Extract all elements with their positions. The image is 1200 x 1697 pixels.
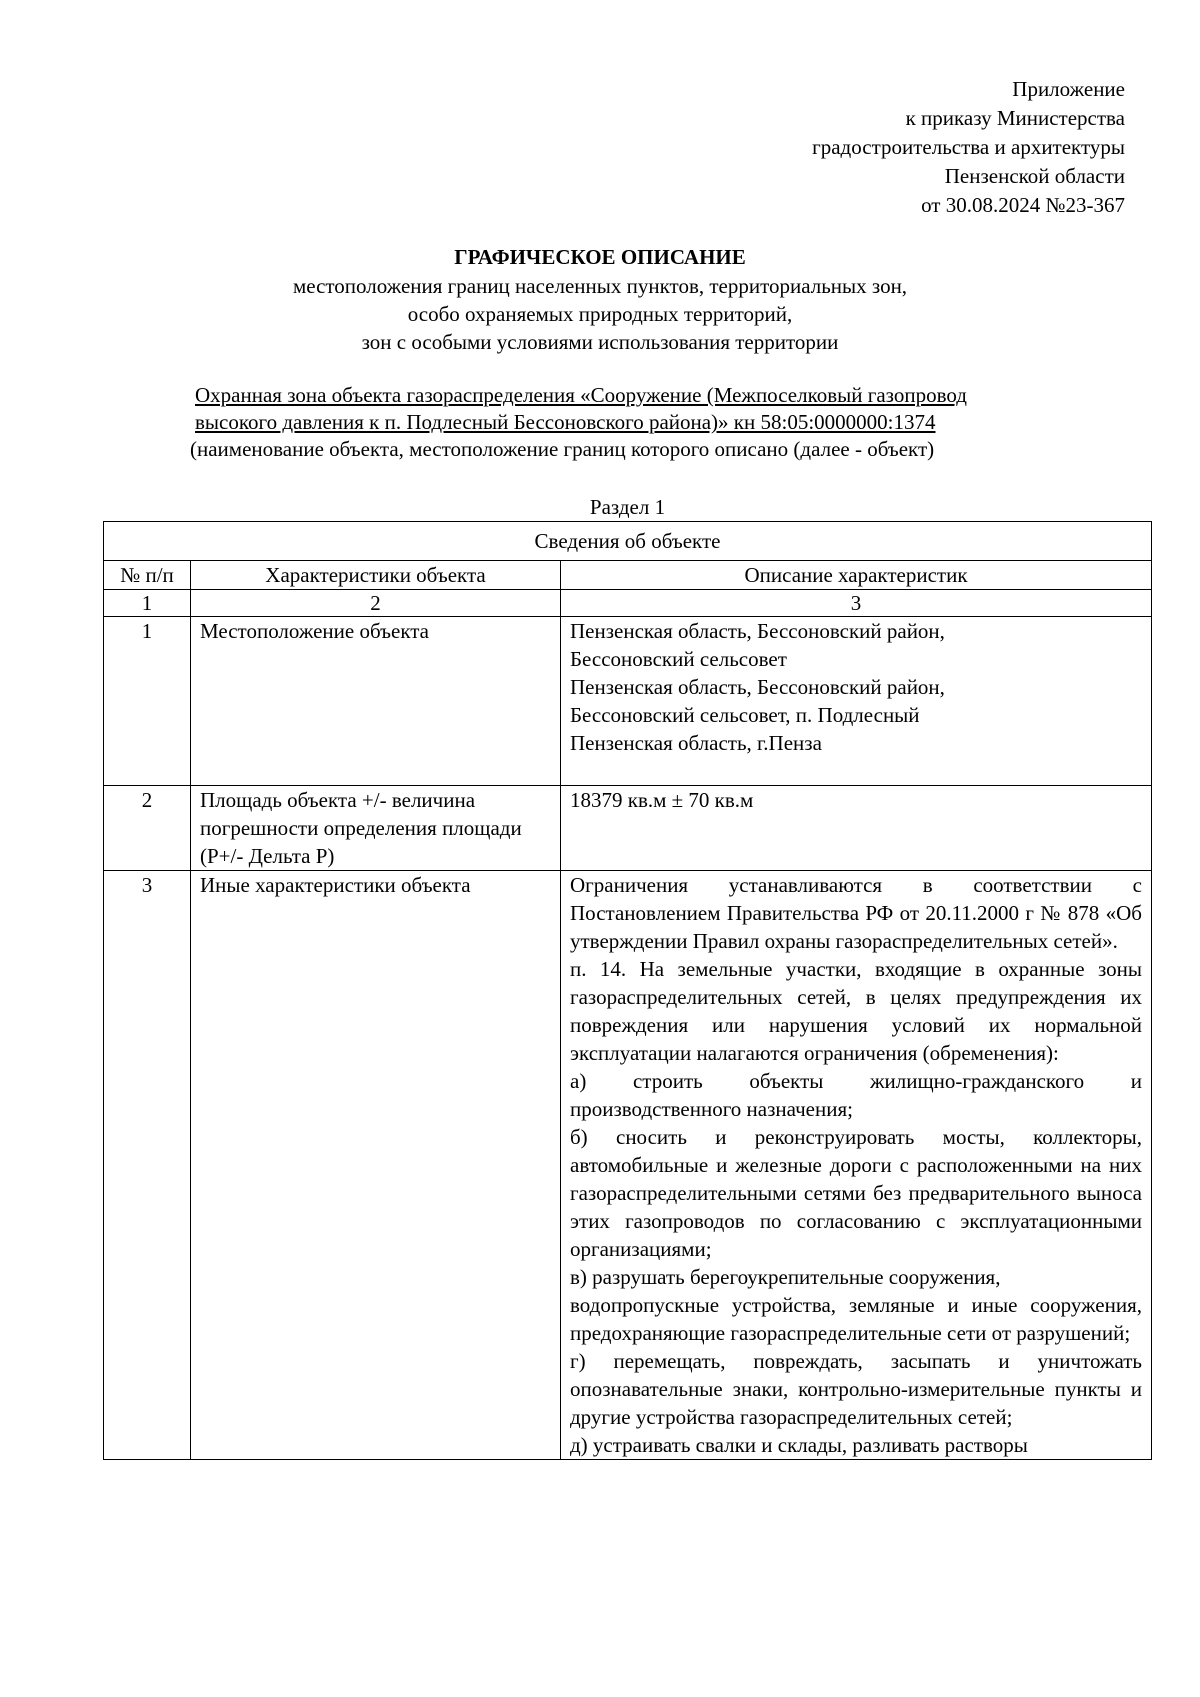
row-characteristic: Площадь объекта +/- величина погрешности определения площади (P+/- Дельта P)	[191, 786, 561, 871]
description-line: Бессоновский сельсовет, п. Подлесный	[570, 703, 920, 727]
description-line: Бессоновский сельсовет	[570, 647, 787, 671]
description-paragraph: б) сносить и реконструировать мосты, коллекторы, автомобильные и железные дороги с расположенными на них газораспределительными сетями без предварительного выноса этих газопроводов по согласованию с эксплуатационными организациями;	[570, 1125, 1142, 1261]
description-paragraph: п. 14. На земельные участки, входящие в охранные зоны газораспределительных сетей, в целях предупреждения их повреждения или нарушения условий их нормальной эксплуатации налагаются ограничения (обременения):	[570, 957, 1142, 1065]
index-cell: 1	[104, 590, 191, 617]
row-number: 1	[104, 617, 191, 786]
object-name-hint: (наименование объекта, местоположение границ которого описано (далее - объект)	[190, 437, 935, 461]
description-paragraph: водопропускные устройства, земляные и иные сооружения, предохраняющие газораспределительные сети от разрушений;	[570, 1293, 1142, 1345]
object-name-line: Охранная зона объекта газораспределения «Сооружение (Межпоселковый газопровод	[195, 383, 967, 407]
table-caption: Сведения об объекте	[104, 522, 1152, 561]
title-subline: местоположения границ населенных пунктов, территориальных зон,	[292, 274, 908, 298]
row-description: 18379 кв.м ± 70 кв.м	[561, 786, 1152, 871]
table-row	[104, 871, 1152, 1460]
description-line: Пензенская область, Бессоновский район,	[570, 675, 945, 699]
row-number: 3	[104, 871, 191, 1460]
row-description	[561, 617, 1152, 786]
description-paragraph: в) разрушать берегоукрепительные сооружения,	[570, 1265, 1001, 1289]
description-paragraph: Ограничения устанавливаются в соответствии с Постановлением Правительства РФ от 20.11.2000 г № 878 «Об утверждении Правил охраны газораспределительных сетей».	[570, 873, 1142, 953]
header-number: № п/п	[104, 561, 191, 590]
appendix-line: к приказу Министерства	[905, 106, 1125, 130]
table-row	[104, 786, 1152, 871]
appendix-line: от 30.08.2024 №23-367	[921, 193, 1125, 217]
header-description: Описание характеристик	[561, 561, 1152, 590]
table-header-row	[104, 561, 1152, 590]
appendix-line: градостроительства и архитектуры	[812, 135, 1125, 159]
description-line: Пензенская область, г.Пенза	[570, 731, 822, 755]
document-title: ГРАФИЧЕСКОЕ ОПИСАНИЕ	[454, 245, 746, 269]
header-characteristic: Характеристики объекта	[191, 561, 561, 590]
table-row	[104, 617, 1152, 786]
description-paragraph: д) устраивать свалки и склады, разливать растворы	[570, 1433, 1028, 1457]
description-line: Пензенская область, Бессоновский район,	[570, 619, 945, 643]
appendix-line: Приложение	[1012, 77, 1125, 101]
row-characteristic: Иные характеристики объекта	[191, 871, 561, 1460]
object-name-line: высокого давления к п. Подлесный Бессоновского района)» кн 58:05:0000000:1374	[195, 410, 936, 434]
description-paragraph: г) перемещать, повреждать, засыпать и уничтожать опознавательные знаки, контрольно-измерительные пункты и другие устройства газораспределительных сетей;	[570, 1349, 1142, 1429]
row-description	[561, 871, 1152, 1460]
section-label: Раздел 1	[589, 495, 666, 519]
title-subline: зон с особыми условиями использования территории	[361, 330, 839, 354]
title-subline: особо охраняемых природных территорий,	[407, 302, 793, 326]
description-paragraph: а) строить объекты жилищно-гражданского и производственного назначения;	[570, 1069, 1142, 1121]
appendix-block	[525, 75, 1125, 220]
index-cell: 3	[561, 590, 1152, 617]
index-cell: 2	[191, 590, 561, 617]
row-characteristic: Местоположение объекта	[191, 617, 561, 786]
object-name-block	[190, 382, 1095, 463]
appendix-line: Пензенской области	[944, 164, 1125, 188]
table-index-row	[104, 590, 1152, 617]
object-info-table	[103, 521, 1152, 1460]
row-number: 2	[104, 786, 191, 871]
title-block	[0, 243, 1200, 356]
